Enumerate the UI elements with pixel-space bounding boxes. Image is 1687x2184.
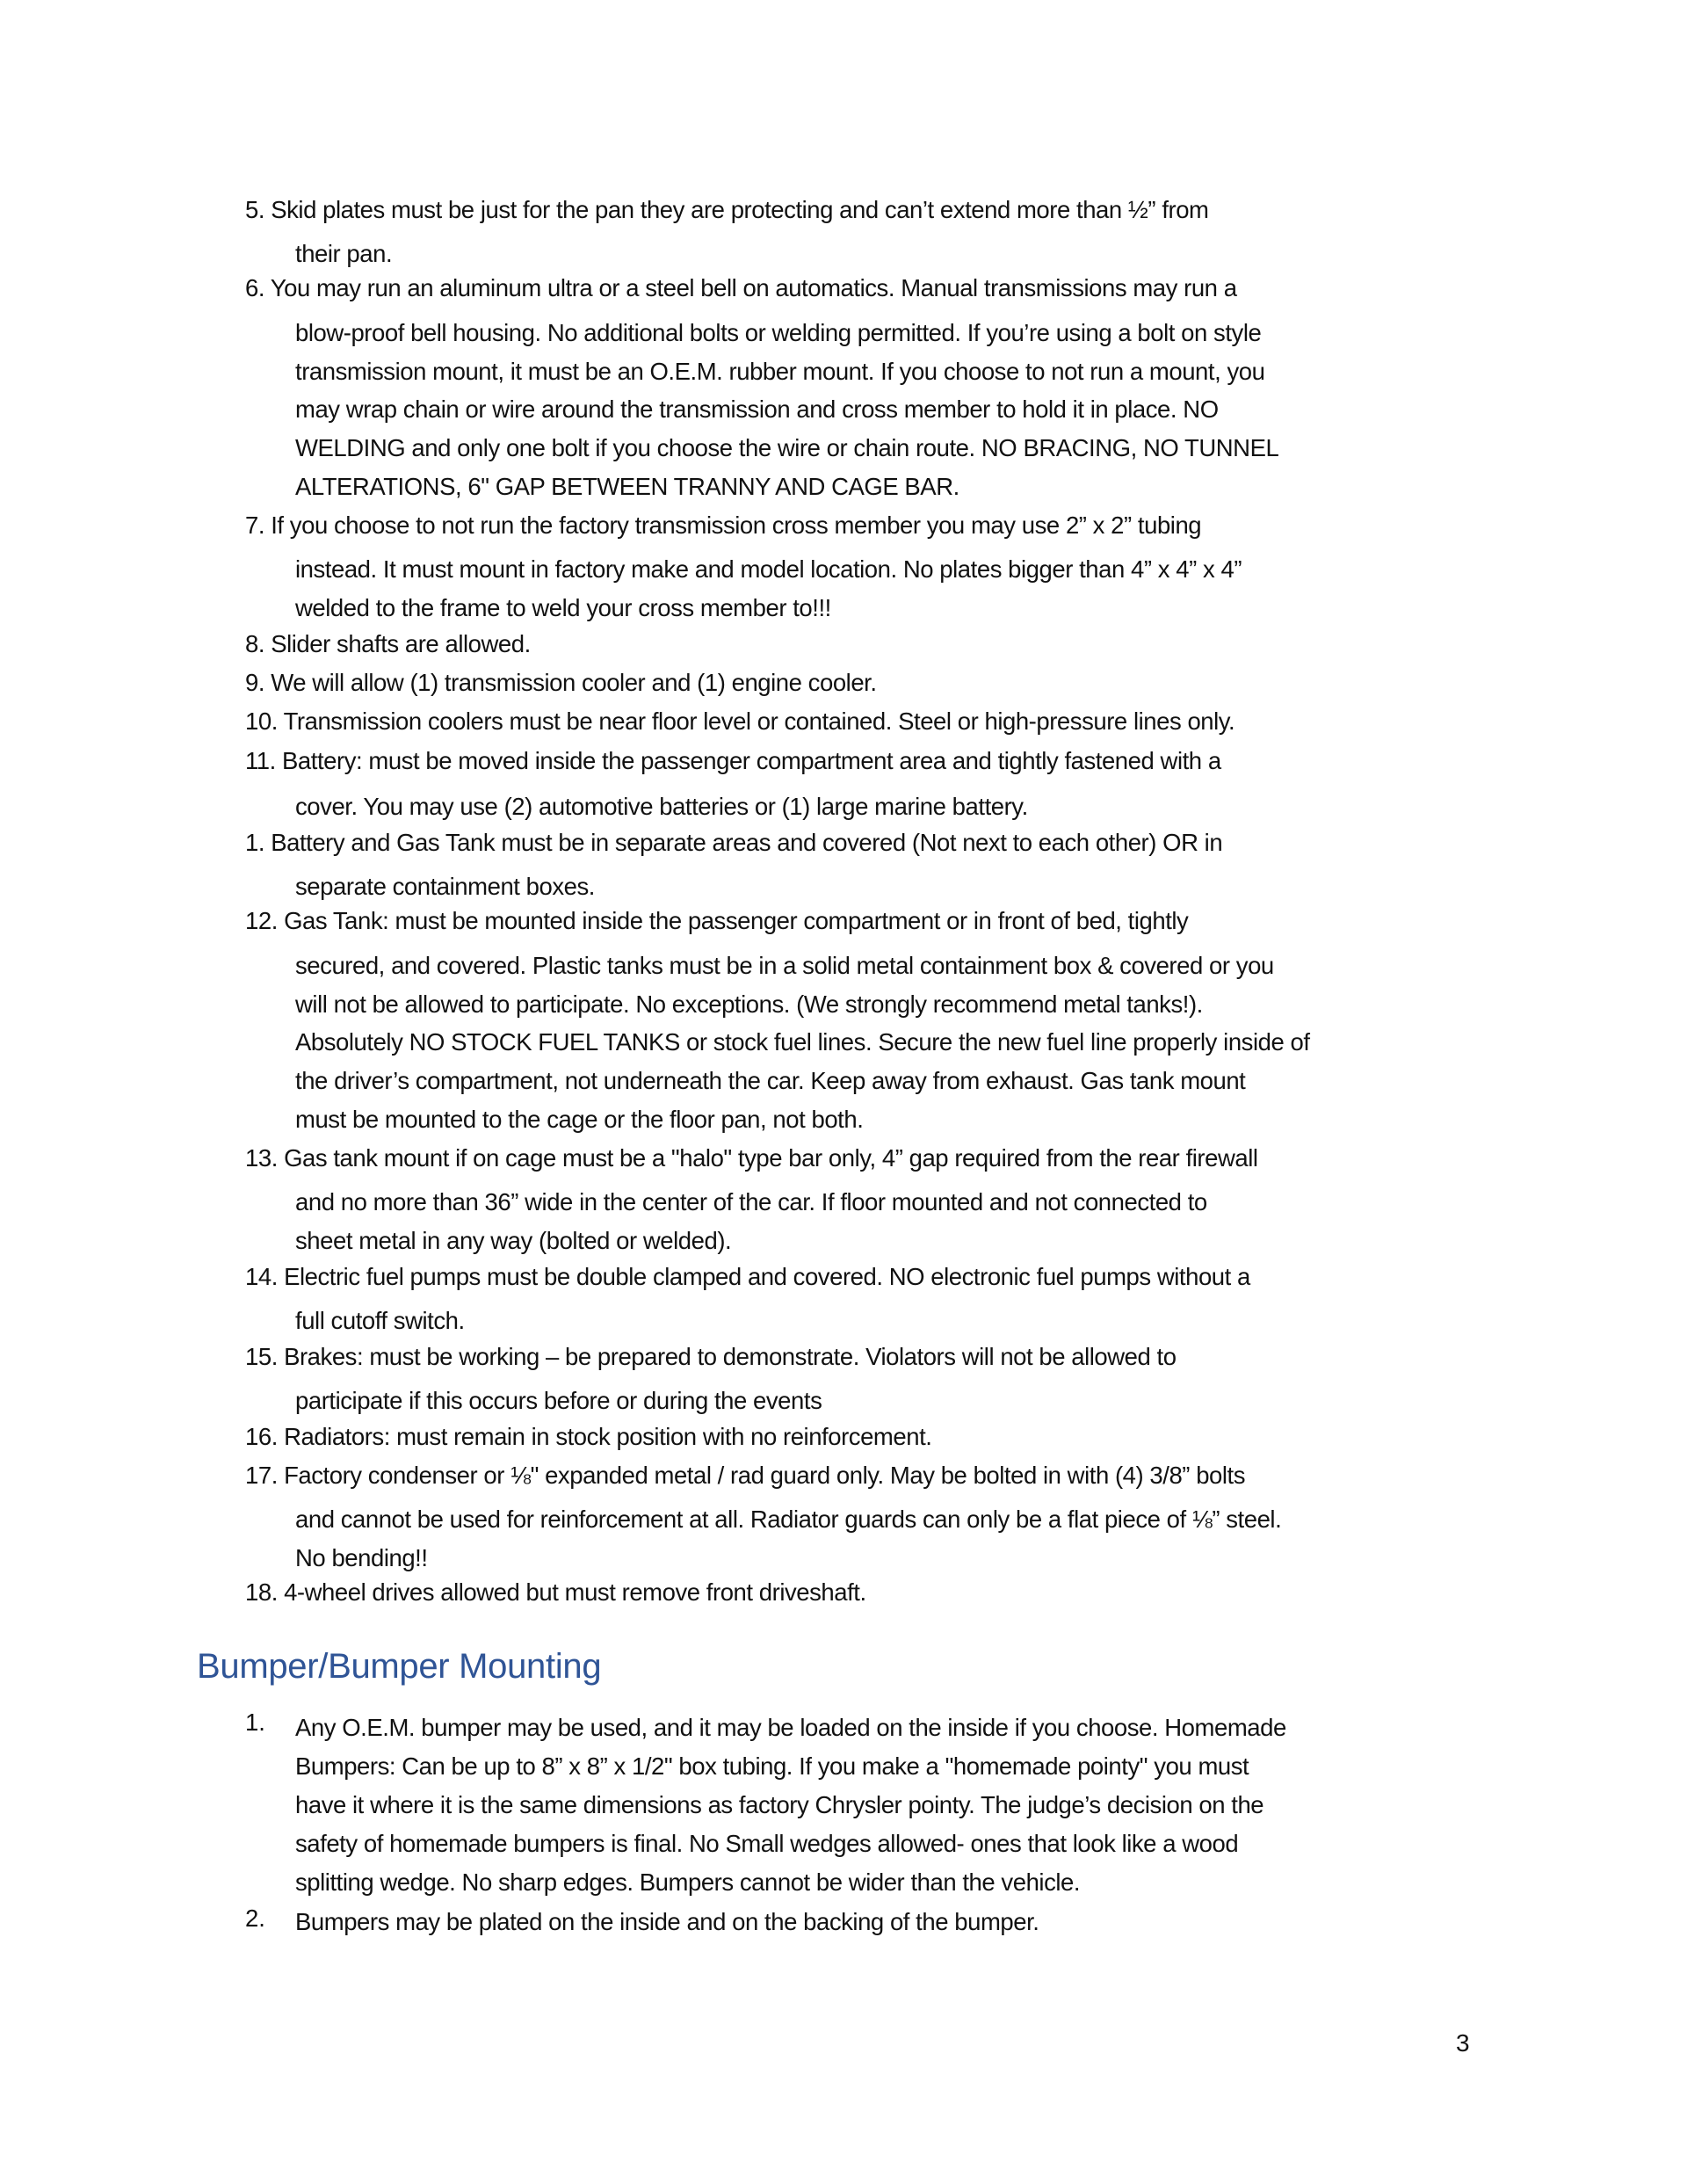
rule-12-line-2: secured, and covered. Plastic tanks must be in a solid metal containment box & covered or you xyxy=(295,952,1274,979)
rule-7-line-3: welded to the frame to weld your cross member to!!! xyxy=(295,594,831,621)
bumper-item-2-line-1: Bumpers may be plated on the inside and on the backing of the bumper. xyxy=(295,1908,1039,1935)
rule-12-line-5: the driver’s compartment, not underneath the car. Keep away from exhaust. Gas tank mount xyxy=(295,1067,1246,1094)
bumper-item-1-number: 1. xyxy=(245,1709,265,1736)
rule-8-line-1: 8. Slider shafts are allowed. xyxy=(245,630,531,657)
rule-17-line-3: No bending!! xyxy=(295,1544,428,1571)
rule-13-line-3: sheet metal in any way (bolted or welded). xyxy=(295,1227,732,1254)
rule-6-line-4: may wrap chain or wire around the transmission and cross member to hold it in place. NO xyxy=(295,395,1219,423)
rule-18-line-1: 18. 4-wheel drives allowed but must remove front driveshaft. xyxy=(245,1578,866,1606)
rule-12-line-1: 12. Gas Tank: must be mounted inside the passenger compartment or in front of bed, tightly xyxy=(245,907,1189,934)
bumper-item-1-line-3: have it where it is the same dimensions as factory Chrysler pointy. The judge’s decision on the xyxy=(295,1791,1264,1818)
page-number: 3 xyxy=(1456,2029,1470,2057)
rule-14-line-1: 14. Electric fuel pumps must be double clamped and covered. NO electronic fuel pumps without a xyxy=(245,1263,1250,1290)
rule-15-line-1: 15. Brakes: must be working – be prepared to demonstrate. Violators will not be allowed to xyxy=(245,1343,1177,1370)
rule-7-line-1: 7. If you choose to not run the factory transmission cross member you may use 2” x 2” tubing xyxy=(245,512,1202,539)
rule-6-line-1: 6. You may run an aluminum ultra or a steel bell on automatics. Manual transmissions may run a xyxy=(245,274,1237,301)
rule-battery-gas-line-2: separate containment boxes. xyxy=(295,873,595,900)
bumper-item-1-line-5: splitting wedge. No sharp edges. Bumpers cannot be wider than the vehicle. xyxy=(295,1868,1081,1896)
rule-6-line-5: WELDING and only one bolt if you choose the wire or chain route. NO BRACING, NO TUNNEL xyxy=(295,434,1279,461)
rule-battery-gas-line-1: 1. Battery and Gas Tank must be in separate areas and covered (Not next to each other) OR in xyxy=(245,829,1223,856)
rule-6-line-2: blow-proof bell housing. No additional bolts or welding permitted. If you’re using a bolt on style xyxy=(295,319,1262,346)
rule-11-line-2: cover. You may use (2) automotive batteries or (1) large marine battery. xyxy=(295,793,1028,820)
rule-7-line-2: instead. It must mount in factory make and model location. No plates bigger than 4” x 4” x 4” xyxy=(295,555,1242,583)
rule-11-line-1: 11. Battery: must be moved inside the passenger compartment area and tightly fastened with a xyxy=(245,747,1221,774)
bumper-item-1-line-4: safety of homemade bumpers is final. No Small wedges allowed- ones that look like a wood xyxy=(295,1830,1239,1857)
rule-5-line-1: 5. Skid plates must be just for the pan they are protecting and can’t extend more than ½” from xyxy=(245,196,1209,223)
bumper-item-1-line-2: Bumpers: Can be up to 8” x 8” x 1/2" box tubing. If you make a "homemade pointy" you must xyxy=(295,1752,1249,1780)
rule-12-line-6: must be mounted to the cage or the floor pan, not both. xyxy=(295,1106,864,1133)
rule-9-line-1: 9. We will allow (1) transmission cooler and (1) engine cooler. xyxy=(245,669,877,696)
rule-16-line-1: 16. Radiators: must remain in stock position with no reinforcement. xyxy=(245,1423,932,1450)
bumper-item-2-number: 2. xyxy=(245,1905,265,1932)
rule-5-line-2: their pan. xyxy=(295,240,393,267)
rule-13-line-1: 13. Gas tank mount if on cage must be a "halo" type bar only, 4” gap required from the rear firewall xyxy=(245,1144,1258,1172)
bumper-item-1-line-1: Any O.E.M. bumper may be used, and it may be loaded on the inside if you choose. Homemade xyxy=(295,1714,1286,1741)
rule-13-line-2: and no more than 36” wide in the center of the car. If floor mounted and not connected to xyxy=(295,1188,1207,1215)
rule-12-line-4: Absolutely NO STOCK FUEL TANKS or stock fuel lines. Secure the new fuel line properly inside of xyxy=(295,1028,1310,1056)
rule-17-line-2: and cannot be used for reinforcement at all. Radiator guards can only be a flat piece of ⅛” steel. xyxy=(295,1506,1282,1533)
rule-17-line-1: 17. Factory condenser or ⅛" expanded metal / rad guard only. May be bolted in with (4) 3/8” bolts xyxy=(245,1462,1246,1489)
section-heading-bumper: Bumper/Bumper Mounting xyxy=(197,1647,602,1686)
rule-6-line-6: ALTERATIONS, 6" GAP BETWEEN TRANNY AND CAGE BAR. xyxy=(295,473,959,500)
rule-10-line-1: 10. Transmission coolers must be near floor level or contained. Steel or high-pressure lines only. xyxy=(245,707,1235,735)
rule-12-line-3: will not be allowed to participate. No exceptions. (We strongly recommend metal tanks!). xyxy=(295,990,1203,1018)
rule-6-line-3: transmission mount, it must be an O.E.M. rubber mount. If you choose to not run a mount, you xyxy=(295,358,1265,385)
rule-15-line-2: participate if this occurs before or during the events xyxy=(295,1387,822,1414)
rule-14-line-2: full cutoff switch. xyxy=(295,1307,465,1334)
